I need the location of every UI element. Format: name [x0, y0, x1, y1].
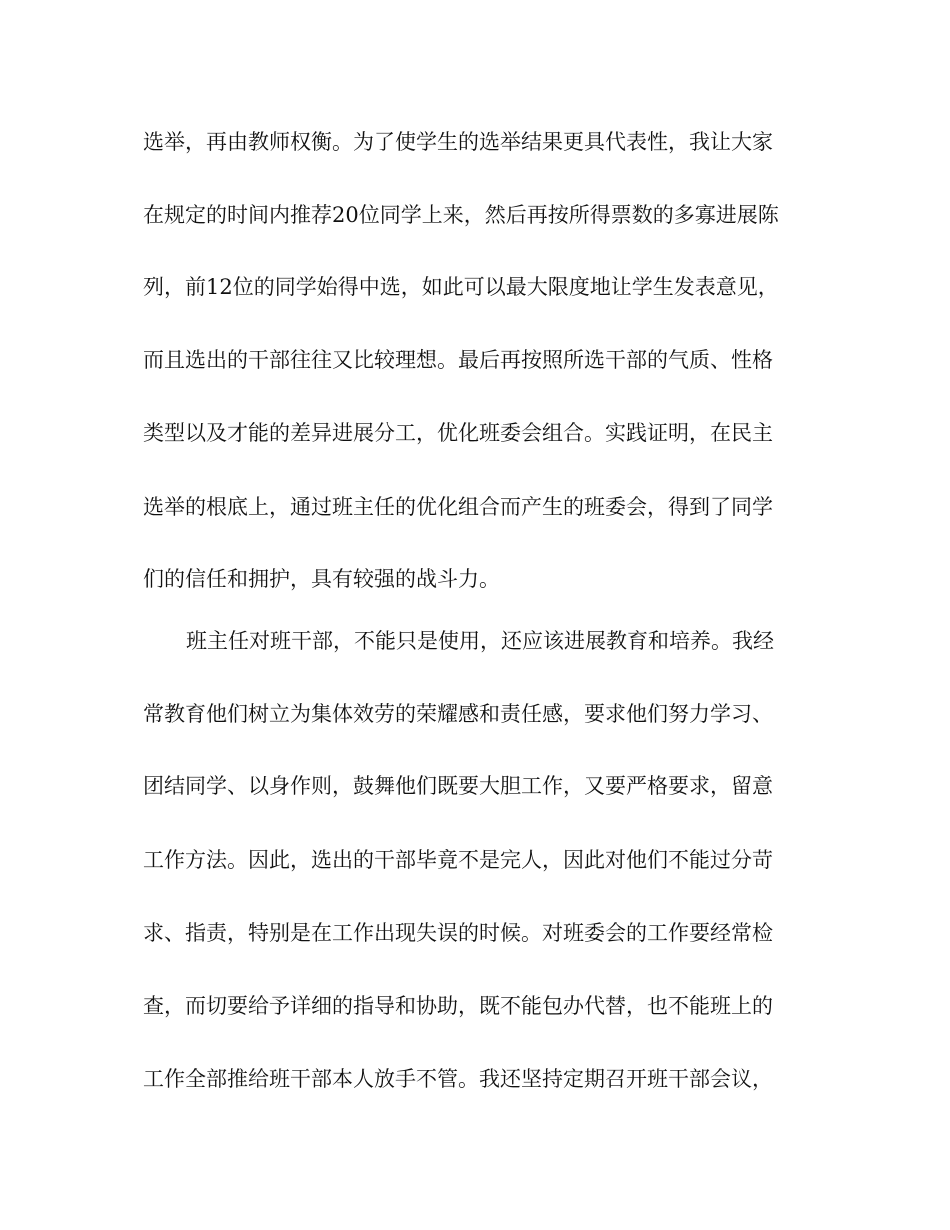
text-line: 工作方法。因此，选出的干部毕竟不是完人，因此对他们不能过分苛 — [143, 848, 773, 872]
text-line: 们的信任和拥护，具有较强的战斗力。 — [143, 567, 500, 591]
text-line: 列，前12位的同学始得中选，如此可以最大限度地让学生发表意见， — [143, 275, 779, 299]
text-line: 类型以及才能的差异进展分工，优化班委会组合。实践证明，在民主 — [143, 421, 773, 445]
paragraph-first-line: 班主任对班干部，不能只是使用，还应该进展教育和培养。我经 — [186, 629, 774, 653]
text-line: 求、指责，特别是在工作出现失误的时候。对班委会的工作要经常检 — [143, 921, 773, 945]
text-line: 查，而切要给予详细的指导和协助，既不能包办代替，也不能班上的 — [143, 994, 773, 1018]
text-line: 在规定的时间内推荐20位同学上来，然后再按所得票数的多寡进展陈 — [143, 203, 779, 227]
text-line: 选举，再由教师权衡。为了使学生的选举结果更具代表性，我让大家 — [143, 130, 773, 154]
text-line: 工作全部推给班干部本人放手不管。我还坚持定期召开班干部会议， — [143, 1067, 773, 1091]
text-line: 团结同学、以身作则，鼓舞他们既要大胆工作，又要严格要求，留意 — [143, 774, 773, 798]
text-line: 选举的根底上，通过班主任的优化组合而产生的班委会，得到了同学 — [143, 495, 773, 519]
text-line: 而且选出的干部往往又比较理想。最后再按照所选干部的气质、性格 — [143, 348, 773, 372]
text-line: 常教育他们树立为集体效劳的荣耀感和责任感，要求他们努力学习、 — [143, 702, 773, 726]
